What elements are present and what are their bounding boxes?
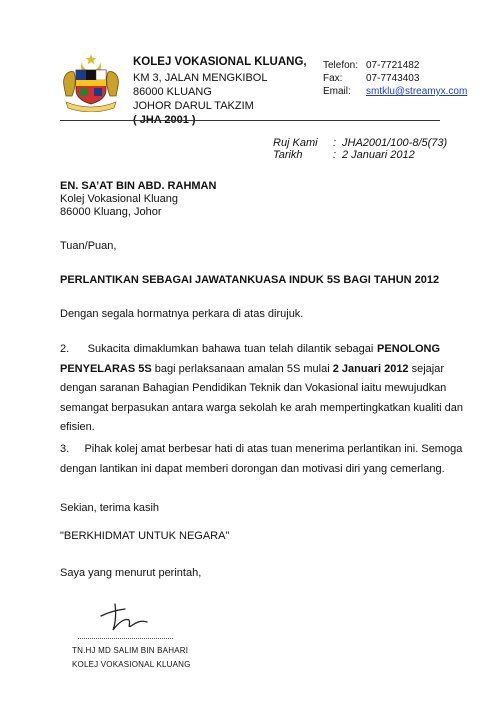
tarikh-value: 2 Januari 2012 [342,149,415,161]
address-line-1: KM 3, JALAN MENGKIBOL [133,72,268,84]
recipient-name: EN. SA’AT BIN ABD. RAHMAN [60,180,217,192]
institution-name: KOLEJ VOKASIONAL KLUANG, [133,56,307,68]
paragraph-2-line-5: efisien. [60,421,95,433]
fax-label: Fax: [323,73,343,84]
paragraph-3-line-1: 3. Pihak kolej amat berbesar hati di atas tuan menerima perlantikan ini. Semoga [60,443,463,455]
subject-heading: PERLANTIKAN SEBAGAI JAWATANKUASA INDUK 5S BAGI TAHUN 2012 [60,274,440,286]
paragraph-3-line-2: dengan lantikan ini dapat memberi dorongan dan motivasi diri yang cemerlang. [60,462,445,475]
paragraph-3 [60,440,463,479]
email-link[interactable]: smtklu@streamyx.com [366,86,468,97]
p2-role-bold: PENOLONG [377,343,440,355]
email-label: Email: [323,86,351,97]
paragraph-2-line-2 [60,360,445,380]
paragraph-2 [60,340,463,438]
p2-text: bagi perlaksanaan amalan 5S mulai [151,362,333,375]
salutation: Tuan/Puan, [60,240,117,252]
p2-date-bold: 2 Januari 2012 [332,362,409,375]
p2-role-bold-cont: PENYELARAS 5S [60,362,152,375]
telefon-label: Telefon: [323,60,359,71]
paragraph-2-line-1 [60,340,440,360]
telefon-value: 07-7721482 [366,60,420,71]
p2-text: sejajar [408,362,445,375]
p2-text: 2. Sukacita dimaklumkan bahawa tuan telah dilantik sebagai [60,343,378,355]
motto: "BERKHIDMAT UNTUK NEGARA" [60,530,230,542]
address-line-2: 86000 KLUANG [133,86,212,98]
recipient-address-line-1: Kolej Vokasional Kluang [60,193,179,205]
header-divider [60,120,440,121]
recipient-address-line-2: 86000 Kluang, Johor [60,206,162,218]
institution-code: ( JHA 2001 ) [133,114,196,126]
paragraph-2-line-3: dengan saranan Bahagian Pendidikan Teknik dan Vokasional iaitu mewujudkan [60,382,447,394]
institution-crest-logo [58,52,124,112]
tarikh-colon: : [333,149,337,161]
intro-sentence: Dengan segala hormatnya perkara di atas dirujuk. [60,308,304,320]
fax-value: 07-7743403 [366,73,420,84]
closing: Sekian, terima kasih [60,502,160,514]
signatory-institution: KOLEJ VOKASIONAL KLUANG [72,660,191,669]
tarikh-label: Tarikh [273,149,303,161]
signatory-name: TN.HJ MD SALIM BIN BAHARI [72,646,189,655]
handwritten-signature [95,600,165,634]
ruj-kami-label: Ruj Kami [273,137,318,149]
ruj-kami-colon: : [333,137,337,149]
ruj-kami-value: JHA2001/100-8/5(73) [342,137,448,149]
paragraph-2-line-4: semangat berpasukan antara warga sekolah ke arah mempertingkatkan kualiti dan [60,401,463,414]
sign-off: Saya yang menurut perintah, [60,567,202,579]
address-line-3: JOHOR DARUL TAKZIM [133,100,254,112]
signature-line [78,638,173,639]
